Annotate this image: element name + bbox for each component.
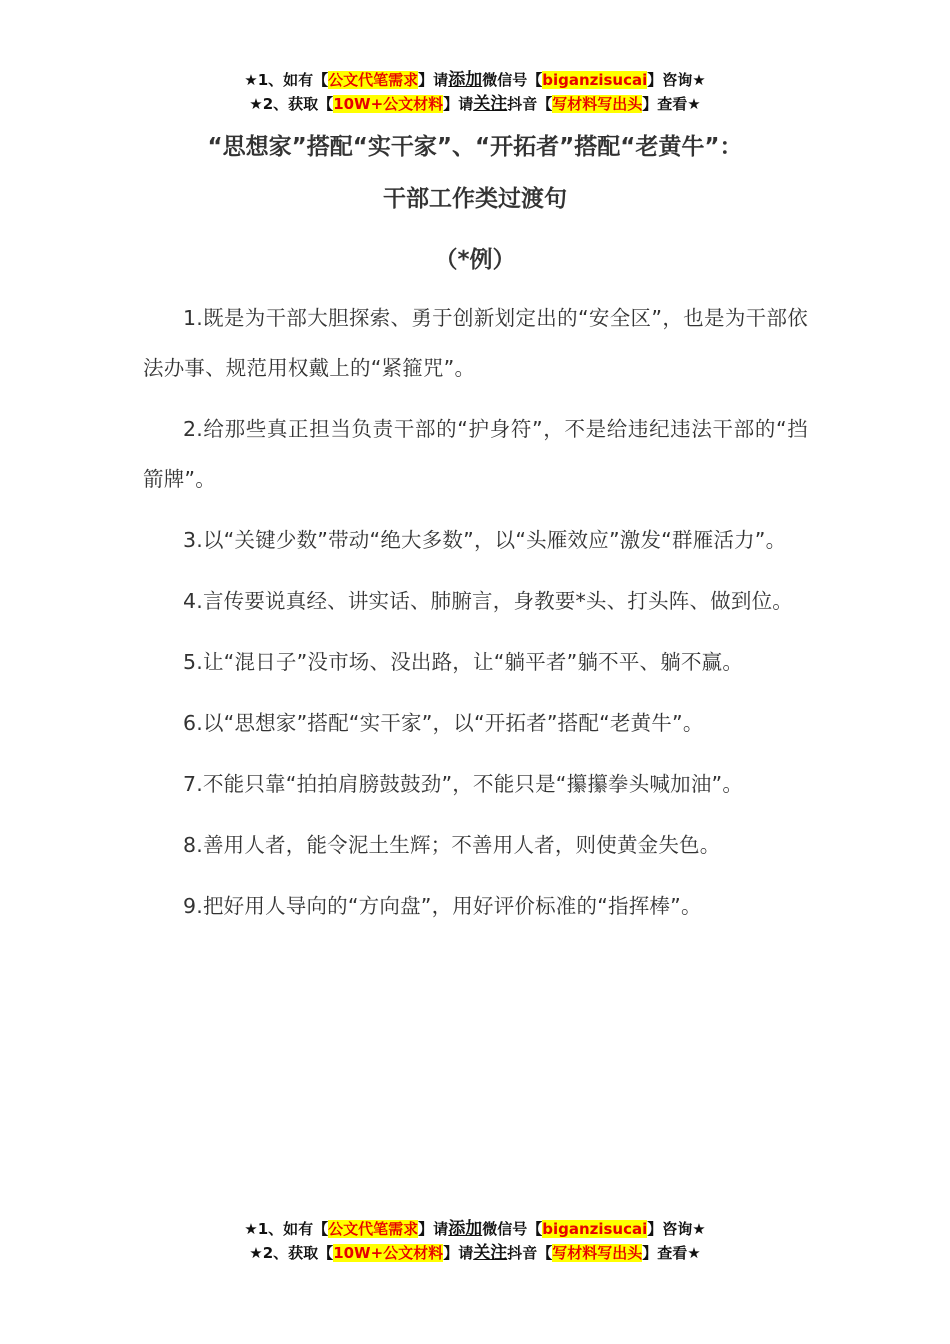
highlight-text: 公文代笔需求 xyxy=(328,1220,419,1238)
banner-text: ★2、获取【 xyxy=(249,95,334,113)
banner-text: 微信号【 xyxy=(482,71,543,89)
wechat-id-highlight: biganzisucai xyxy=(542,1220,648,1238)
banner-text: 】请 xyxy=(418,71,449,89)
banner-line-2 xyxy=(0,1241,950,1265)
banner-text: 】查看★ xyxy=(642,1244,701,1262)
highlight-text: 公文代笔需求 xyxy=(328,71,419,89)
banner-text: 】咨询★ xyxy=(647,1220,706,1238)
list-item: 3.以“关键少数”带动“绝大多数”，以“头雁效应”激发“群雁活力”。 xyxy=(183,528,787,552)
document-subtitle: （*例） xyxy=(434,247,516,273)
banner-text: 微信号【 xyxy=(482,1220,543,1238)
list-item: 8.善用人者，能令泥土生辉；不善用人者，则使黄金失色。 xyxy=(183,833,721,857)
banner-line-2 xyxy=(0,92,950,116)
banner-text: 抖音【 xyxy=(507,1244,553,1262)
banner-text: ★1、如有【 xyxy=(244,71,329,89)
banner-text: 抖音【 xyxy=(507,95,553,113)
highlight-text: 10W+公文材料 xyxy=(333,95,444,113)
douyin-id-highlight: 写材料写出头 xyxy=(552,95,643,113)
banner-text: 】咨询★ xyxy=(647,71,706,89)
underlined-text: 添加 xyxy=(448,1219,483,1239)
list-item: 9.把好用人导向的“方向盘”，用好评价标准的“指挥棒”。 xyxy=(183,894,702,918)
banner-text: 】请 xyxy=(443,95,474,113)
underlined-text: 关注 xyxy=(473,1243,508,1263)
underlined-text: 添加 xyxy=(448,70,483,90)
document-title-line-2: 干部工作类过渡句 xyxy=(383,186,567,212)
list-item: 1.既是为干部大胆探索、勇于创新划定出的“安全区”，也是为干部依法办事、规范用权戴上的“紧箍咒”。 xyxy=(143,306,808,380)
banner-line-1 xyxy=(0,1217,950,1241)
footer-banner xyxy=(0,1217,950,1265)
list-item: 5.让“混日子”没市场、没出路，让“躺平者”躺不平、躺不赢。 xyxy=(183,650,744,674)
header-banner xyxy=(0,68,950,116)
list-item: 2.给那些真正担当负责干部的“护身符”，不是给违纪违法干部的“挡箭牌”。 xyxy=(143,417,808,491)
highlight-text: 10W+公文材料 xyxy=(333,1244,444,1262)
item-list xyxy=(143,293,808,942)
banner-text: 】请 xyxy=(418,1220,449,1238)
list-item: 7.不能只靠“拍拍肩膀鼓鼓劲”，不能只是“攥攥拳头喊加油”。 xyxy=(183,772,744,796)
banner-text: ★1、如有【 xyxy=(244,1220,329,1238)
banner-text: 】查看★ xyxy=(642,95,701,113)
banner-text: 】请 xyxy=(443,1244,474,1262)
banner-text: ★2、获取【 xyxy=(249,1244,334,1262)
banner-line-1 xyxy=(0,68,950,92)
douyin-id-highlight: 写材料写出头 xyxy=(552,1244,643,1262)
wechat-id-highlight: biganzisucai xyxy=(542,71,648,89)
list-item: 6.以“思想家”搭配“实干家”，以“开拓者”搭配“老黄牛”。 xyxy=(183,711,704,735)
list-item: 4.言传要说真经、讲实话、肺腑言，身教要*头、打头阵、做到位。 xyxy=(183,589,794,613)
document-title-line-1: “思想家”搭配“实干家”、“开拓者”搭配“老黄牛”： xyxy=(207,134,743,160)
underlined-text: 关注 xyxy=(473,94,508,114)
